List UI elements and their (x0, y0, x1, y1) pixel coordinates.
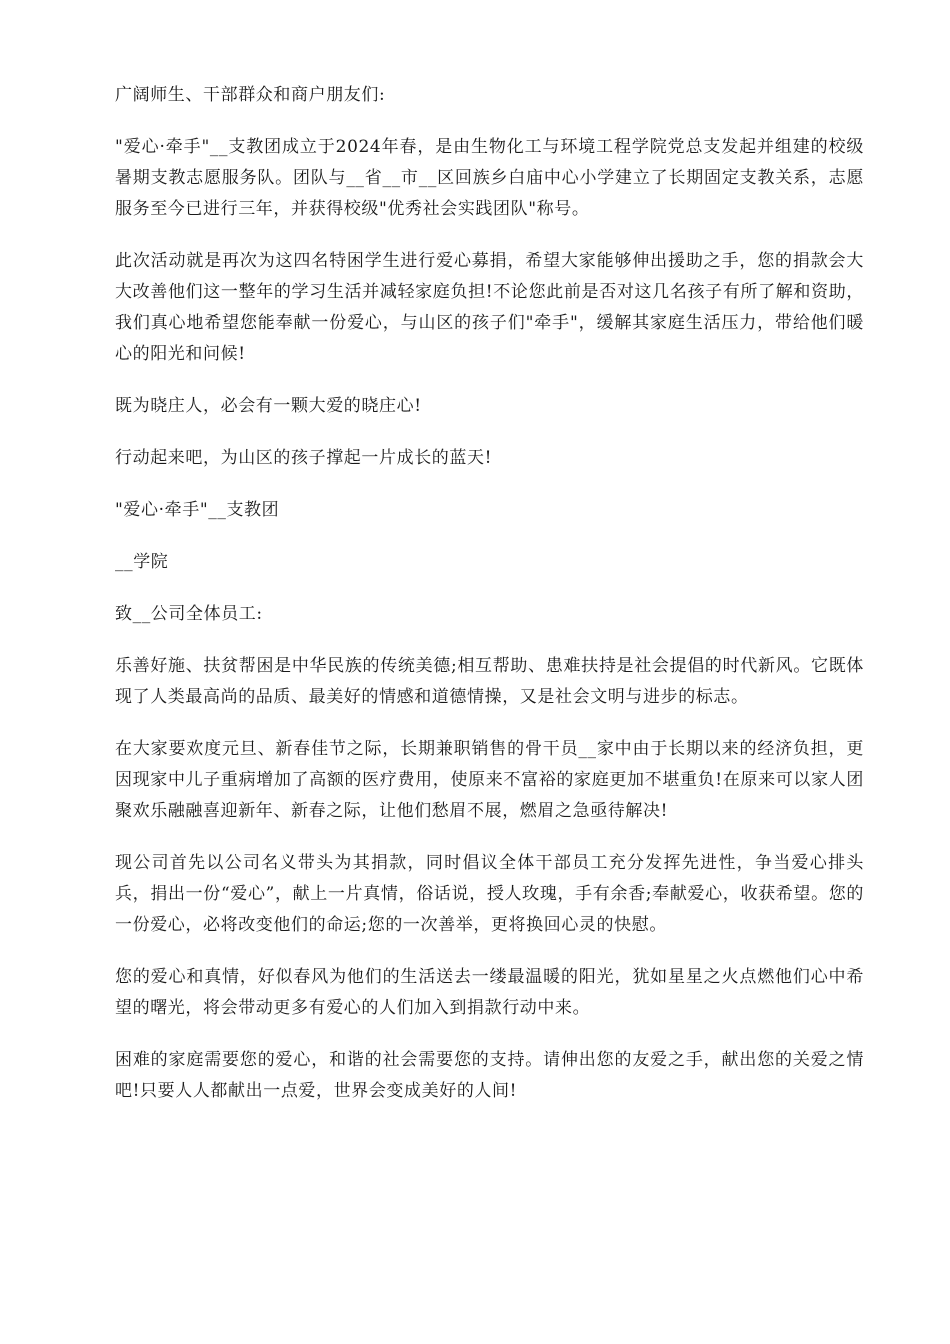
salutation-students: 广阔师生、干部群众和商户朋友们: (115, 85, 386, 105)
xiaozhuang-slogan: 既为晓庄人，必会有一颗大爱的晓庄心! (115, 396, 422, 416)
team-introduction-paragraph: "爱心·牵手"__支教团成立于2024年春，是由生物化工与环境工程学院党总支发起并组建的校级暑期支教志愿服务队。团队与__省__市__区回族乡白庙中心小学建立了长期固定支教关系，志愿服务至今已进行三年，并获得校级"优秀社会实践团队"称号。 (115, 137, 864, 219)
warmth-paragraph: 您的爱心和真情，好似春风为他们的生活送去一缕最温暖的阳光，犹如星星之火点燃他们心中希望的曙光，将会带动更多有爱心的人们加入到捐款行动中来。 (115, 967, 864, 1018)
salutation-employees: 致__公司全体员工: (115, 604, 263, 624)
employee-hardship-paragraph: 在大家要欢度元旦、新春佳节之际，长期兼职销售的骨干员__家中由于长期以来的经济负担，更因现家中儿子重病增加了高额的医疗费用，使原来不富裕的家庭更加不堪重负!在原来可以家人团聚欢乐融融喜迎新年、新春之际，让他们愁眉不展，燃眉之急亟待解决! (115, 739, 864, 821)
signature-team: "爱心·牵手"__支教团 (115, 500, 280, 520)
donation-appeal-paragraph: 此次活动就是再次为这四名特困学生进行爱心募捐，希望大家能够伸出援助之手，您的捐款会大大改善他们这一整年的学习生活并减轻家庭负担!不论您此前是否对这几名孩子有所了解和资助，我们真心地希望您能奉献一份爱心，与山区的孩子们"牵手"，缓解其家庭生活压力，带给他们暖心的阳光和问候! (115, 251, 864, 364)
closing-appeal-paragraph: 困难的家庭需要您的爱心，和谐的社会需要您的支持。请伸出您的友爱之手，献出您的关爱之情吧!只要人人都献出一点爱，世界会变成美好的人间! (115, 1050, 864, 1101)
action-slogan: 行动起来吧，为山区的孩子撑起一片成长的蓝天! (115, 448, 493, 468)
signature-college: __学院 (115, 552, 169, 572)
company-initiative-paragraph: 现公司首先以公司名义带头为其捐款，同时倡议全体干部员工充分发挥先进性，争当爱心排头兵，捐出一份“爱心”，献上一片真情，俗话说，授人玫瑰，手有余香;奉献爱心，收获希望。您的一份爱心，必将改变他们的命运;您的一次善举，更将换回心灵的快慰。 (115, 853, 864, 935)
virtue-paragraph: 乐善好施、扶贫帮困是中华民族的传统美德;相互帮助、患难扶持是社会提倡的时代新风。它既体现了人类最高尚的品质、最美好的情感和道德情操，又是社会文明与进步的标志。 (115, 656, 864, 707)
